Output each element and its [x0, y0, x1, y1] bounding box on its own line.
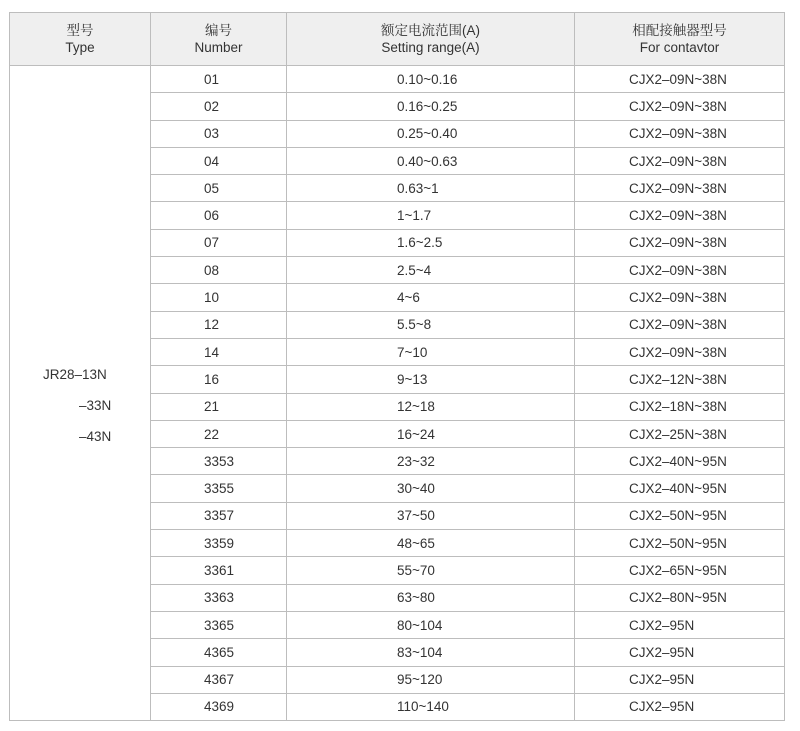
range-cell: 5.5~8	[287, 311, 575, 338]
contactor-cell: CJX2–25N~38N	[575, 420, 785, 447]
range-cell: 2.5~4	[287, 257, 575, 284]
number-cell: 22	[151, 420, 287, 447]
header-contactor-en: For contavtor	[639, 40, 720, 55]
contactor-cell: CJX2–09N~38N	[575, 202, 785, 229]
range-cell: 1~1.7	[287, 202, 575, 229]
header-type	[10, 13, 151, 66]
number-cell: 06	[151, 202, 287, 229]
contactor-cell: CJX2–09N~38N	[575, 338, 785, 365]
number-cell: 10	[151, 284, 287, 311]
contactor-cell: CJX2–50N~95N	[575, 502, 785, 529]
range-cell: 83~104	[287, 639, 575, 666]
number-cell: 02	[151, 93, 287, 120]
contactor-cell: CJX2–09N~38N	[575, 120, 785, 147]
contactor-cell: CJX2–40N~95N	[575, 448, 785, 475]
number-cell: 3353	[151, 448, 287, 475]
number-cell: 3359	[151, 530, 287, 557]
table-header	[10, 13, 785, 66]
number-cell: 3355	[151, 475, 287, 502]
range-cell: 55~70	[287, 557, 575, 584]
number-cell: 03	[151, 120, 287, 147]
contactor-cell: CJX2–18N~38N	[575, 393, 785, 420]
number-cell: 4369	[151, 693, 287, 720]
number-cell: 16	[151, 366, 287, 393]
contactor-cell: CJX2–09N~38N	[575, 147, 785, 174]
range-cell: 63~80	[287, 584, 575, 611]
header-range-en: Setting range(A)	[381, 40, 480, 55]
number-cell: 21	[151, 393, 287, 420]
range-cell: 1.6~2.5	[287, 229, 575, 256]
range-cell: 23~32	[287, 448, 575, 475]
number-cell: 07	[151, 229, 287, 256]
header-type-cn: 型号	[66, 23, 94, 38]
range-cell: 48~65	[287, 530, 575, 557]
number-cell: 3365	[151, 611, 287, 638]
range-cell: 0.25~0.40	[287, 120, 575, 147]
type-line: JR28–13N	[43, 367, 107, 383]
range-cell: 30~40	[287, 475, 575, 502]
number-cell: 14	[151, 338, 287, 365]
range-cell: 4~6	[287, 284, 575, 311]
range-cell: 80~104	[287, 611, 575, 638]
contactor-cell: CJX2–09N~38N	[575, 66, 785, 93]
spec-table	[9, 12, 785, 721]
contactor-cell: CJX2–12N~38N	[575, 366, 785, 393]
header-number-en: Number	[194, 40, 243, 55]
range-cell: 12~18	[287, 393, 575, 420]
number-cell: 04	[151, 147, 287, 174]
range-cell: 16~24	[287, 420, 575, 447]
range-cell: 0.40~0.63	[287, 147, 575, 174]
header-contactor-cn: 相配接触器型号	[632, 23, 727, 38]
number-cell: 3361	[151, 557, 287, 584]
contactor-cell: CJX2–09N~38N	[575, 175, 785, 202]
range-cell: 9~13	[287, 366, 575, 393]
header-range	[287, 13, 575, 66]
header-row	[10, 13, 785, 66]
type-cell	[10, 66, 151, 721]
contactor-cell: CJX2–50N~95N	[575, 530, 785, 557]
type-line: –43N	[79, 429, 112, 445]
header-contactor	[575, 13, 785, 66]
type-line: –33N	[79, 398, 112, 414]
contactor-cell: CJX2–09N~38N	[575, 311, 785, 338]
contactor-cell: CJX2–09N~38N	[575, 257, 785, 284]
contactor-cell: CJX2–65N~95N	[575, 557, 785, 584]
contactor-cell: CJX2–80N~95N	[575, 584, 785, 611]
range-cell: 0.16~0.25	[287, 93, 575, 120]
number-cell: 4365	[151, 639, 287, 666]
header-range-cn: 额定电流范围(A)	[381, 23, 480, 38]
contactor-cell: CJX2–95N	[575, 611, 785, 638]
range-cell: 0.10~0.16	[287, 66, 575, 93]
number-cell: 3363	[151, 584, 287, 611]
number-cell: 01	[151, 66, 287, 93]
contactor-cell: CJX2–09N~38N	[575, 93, 785, 120]
header-number	[151, 13, 287, 66]
number-cell: 3357	[151, 502, 287, 529]
header-type-en: Type	[65, 40, 95, 55]
number-cell: 05	[151, 175, 287, 202]
contactor-cell: CJX2–95N	[575, 639, 785, 666]
range-cell: 110~140	[287, 693, 575, 720]
contactor-cell: CJX2–09N~38N	[575, 229, 785, 256]
number-cell: 4367	[151, 666, 287, 693]
table-row	[10, 66, 785, 93]
contactor-cell: CJX2–09N~38N	[575, 284, 785, 311]
contactor-cell: CJX2–40N~95N	[575, 475, 785, 502]
header-number-cn: 编号	[205, 23, 232, 38]
type-lines	[10, 66, 150, 452]
range-cell: 37~50	[287, 502, 575, 529]
table-body	[10, 66, 785, 721]
range-cell: 7~10	[287, 338, 575, 365]
number-cell: 12	[151, 311, 287, 338]
number-cell: 08	[151, 257, 287, 284]
range-cell: 0.63~1	[287, 175, 575, 202]
range-cell: 95~120	[287, 666, 575, 693]
contactor-cell: CJX2–95N	[575, 666, 785, 693]
contactor-cell: CJX2–95N	[575, 693, 785, 720]
